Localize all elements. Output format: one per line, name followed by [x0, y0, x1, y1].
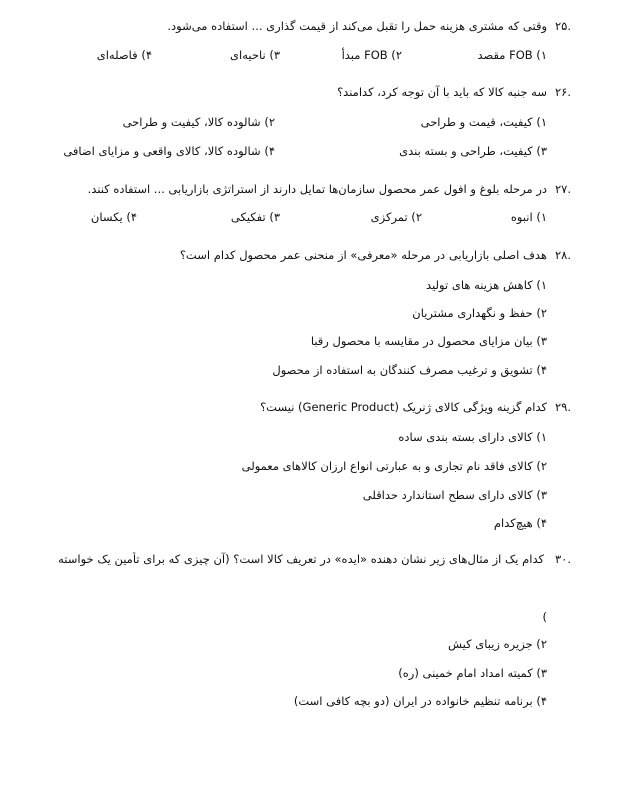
option: ۴) یکسان	[90, 210, 137, 224]
question-number: ۲۹.	[555, 400, 572, 414]
option: ۲) شالوده کالا، کیفیت و طراحی	[122, 115, 275, 129]
option: ۳) ناحیه‌ای	[230, 48, 280, 62]
question-text: سه جنبه کالا که باید با آن توجه کرد، کدامند؟	[337, 85, 547, 99]
question-number: ۲۸.	[555, 248, 572, 262]
question-text: وقتی که مشتری هزینه حمل را تقبل می‌کند از قیمت گذاری ... استفاده می‌شود.	[167, 19, 547, 33]
option: ۱) FOB مقصد	[477, 48, 547, 62]
option: ۴) برنامه تنظیم خانواده در ایران (دو بچه کافی است)	[293, 694, 547, 708]
option: ۲) حفظ و نگهداری مشتریان	[412, 306, 547, 320]
option: ۱) کیفیت، قیمت و طراحی	[420, 115, 547, 129]
option: ۳) کمیته امداد امام خمینی (ره)	[398, 666, 547, 680]
question-text-fragment: )	[542, 610, 547, 624]
question-number: ۲۶.	[555, 85, 572, 99]
option: ۴) هیچ‌کدام	[493, 516, 547, 530]
option: ۴) شالوده کالا، کالای واقعی و مزایای اضافی	[63, 144, 275, 158]
question-text: کدام گزینه ویژگی کالای ژنریک (Generic Product) نیست؟	[260, 400, 547, 414]
option: ۱) کالای دارای بسته بندی ساده	[398, 430, 547, 444]
option: ۴) فاصله‌ای	[96, 48, 152, 62]
option: ۳) تفکیکی	[230, 210, 280, 224]
option: ۲) کالای فاقد نام تجاری و به عبارتی انواع ارزان کالاهای معمولی	[241, 459, 547, 473]
option: ۳) کالای دارای سطح استاندارد حداقلی	[362, 488, 547, 502]
question-number: ۲۷.	[555, 182, 572, 196]
question-text: کدام یک از مثال‌های زیر نشان دهنده «ایده» در تعریف کالا است؟ (آن چیزی که برای تأمین یک خواسته	[58, 552, 544, 566]
question-text: در مرحله بلوغ و افول عمر محصول سازمان‌ها تمایل دارند از استراتژی بازاریابی ... استفاده کنند.	[87, 182, 547, 196]
option: ۳) بیان مزایای محصول در مقایسه با محصول رقبا	[310, 334, 547, 348]
option: ۱) انبوه	[510, 210, 547, 224]
option: ۲) تمرکزی	[370, 210, 422, 224]
option: ۲) FOB مبدأ	[341, 48, 402, 62]
option: ۴) تشویق و ترغیب مصرف کنندگان به استفاده از محصول	[272, 363, 547, 377]
question-text: هدف اصلی بازاریابی در مرحله «معرفی» از منحنی عمر محصول کدام است؟	[179, 248, 547, 262]
option: ۲) جزیره زیبای کیش	[447, 637, 547, 651]
option: ۱) کاهش هزینه های تولید	[426, 278, 547, 292]
question-number: ۲۵.	[555, 19, 572, 33]
question-number: ۳۰.	[555, 552, 572, 566]
option: ۳) کیفیت، طراحی و بسته بندی	[399, 144, 547, 158]
